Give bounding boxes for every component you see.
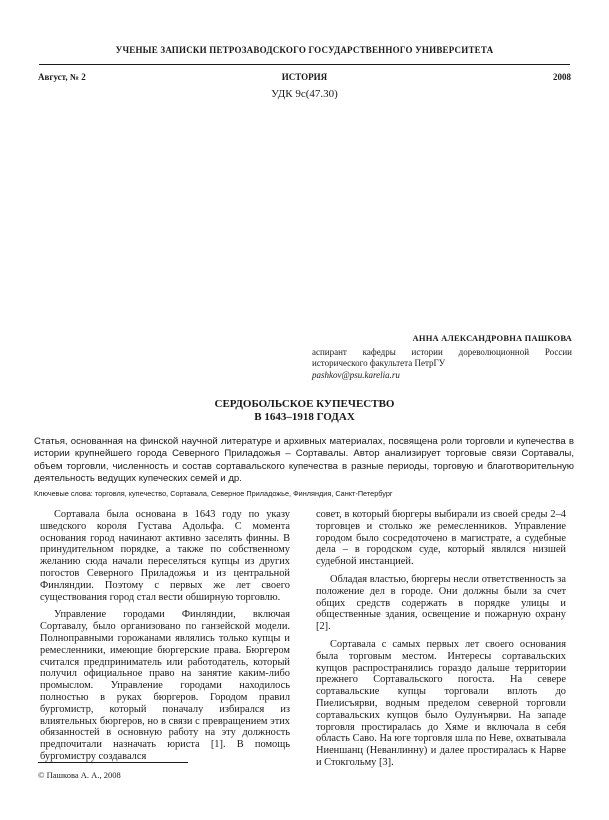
year-label: 2008 <box>553 72 571 82</box>
body-column-right <box>316 509 566 769</box>
paragraph: Управление городами Финляндии, включая Сортавалу, было организовано по ганзейской модели. Полноправными горожанами являлись только купцы и ремесленники, имеющие бюргерские права. Бюргером считался предприниматель или работодатель, который получил официальное право на занятие каким-либо промыслом. Управление городами находилось полностью в руках бюргеров. Городом правил бургомистр, который поначалу избирался из влиятельных бюргеров, но в связи с превращением этих обязанностей в основную работу на эту должность предпочитали назначать юриста [1]. В помощь бургомистру создавался <box>40 609 290 762</box>
section-label: ИСТОРИЯ <box>281 72 328 82</box>
author-affiliation: аспирант кафедры истории дореволюционной России исторического факультета ПетрГУ <box>312 346 572 368</box>
keywords: Ключевые слова: торговля, купечество, Сортавала, Северное Приладожье, Финляндия, Санкт-Петербург <box>34 489 393 498</box>
paragraph: Обладая властью, бюргеры несли ответственность за положение дел в городе. Они должны были за счет общих средств содержать в порядке улицы и общественные здания, освещение и пожарную охрану [2]. <box>316 573 566 633</box>
article-title-line-1: СЕРДОБОЛЬСКОЕ КУПЕЧЕСТВО <box>214 398 395 410</box>
author-email[interactable]: pashkov@psu.karelia.ru <box>312 369 400 380</box>
article-title <box>0 398 609 424</box>
body-column-left <box>40 509 290 763</box>
paragraph: Сортавала была основана в 1643 году по указу шведского короля Густава Адольфа. С момента основания город начинают активно заселять финны. В принудительном порядке, а также по собственному желанию сюда начали переселяться купцы из других погостов Северного Приладожья и из центральной Финляндии. Поэтому с первых же лет своего существования город стал вести обширную торговлю. <box>40 509 290 603</box>
paragraph: Сортавала с самых первых лет своего основания была торговым местом. Интересы сортавальских купцов распространялись гораздо дальше территории прежнего Сортавальского погоста. На севере сортавальские купцы торговали вплоть до Пиелисъярви, водным пределом северной торговли сортавальских купцов было Оулунъярви. На западе торговля простиралась до Хяме и включала в себя область Саво. На юге торговля шла по Неве, охватывала Ниеншанц (Неванлинну) и далее простиралась к Нарве и Стокгольму [3]. <box>316 638 566 768</box>
abstract: Статья, основанная на финской научной литературе и архивных материалах, посвящена роли торговли и купечества в истории крупнейшего города Северного Приладожья – Сортавалы. Автор анализирует торговые связи Сортавалы, объем торговли, численность и состав сортавальского купечества в разные периоды, торговую и благотворительную деятельность ведущих купеческих семей и др. <box>34 436 574 485</box>
author-block <box>312 333 572 381</box>
header-rule <box>39 64 570 65</box>
article-title-line-2: В 1643–1918 ГОДАХ <box>254 411 355 423</box>
author-name: АННА АЛЕКСАНДРОВНА ПАШКОВА <box>412 333 572 343</box>
footnote-rule <box>38 762 188 763</box>
copyright: © Пашкова А. А., 2008 <box>38 770 121 780</box>
udk-code: УДК 9с(47.30) <box>271 88 338 100</box>
paragraph: совет, в который бюргеры выбирали из своей среды 2–4 торговцев и столько же ремесленников. Управление городом было сосредоточено в магистрате, а судебные дела – в городском суде, который являлся низшей судебной инстанцией. <box>316 509 566 568</box>
issue-label: Август, № 2 <box>38 72 86 82</box>
journal-title: УЧЕНЫЕ ЗАПИСКИ ПЕТРОЗАВОДСКОГО ГОСУДАРСТВЕННОГО УНИВЕРСИТЕТА <box>115 45 494 55</box>
